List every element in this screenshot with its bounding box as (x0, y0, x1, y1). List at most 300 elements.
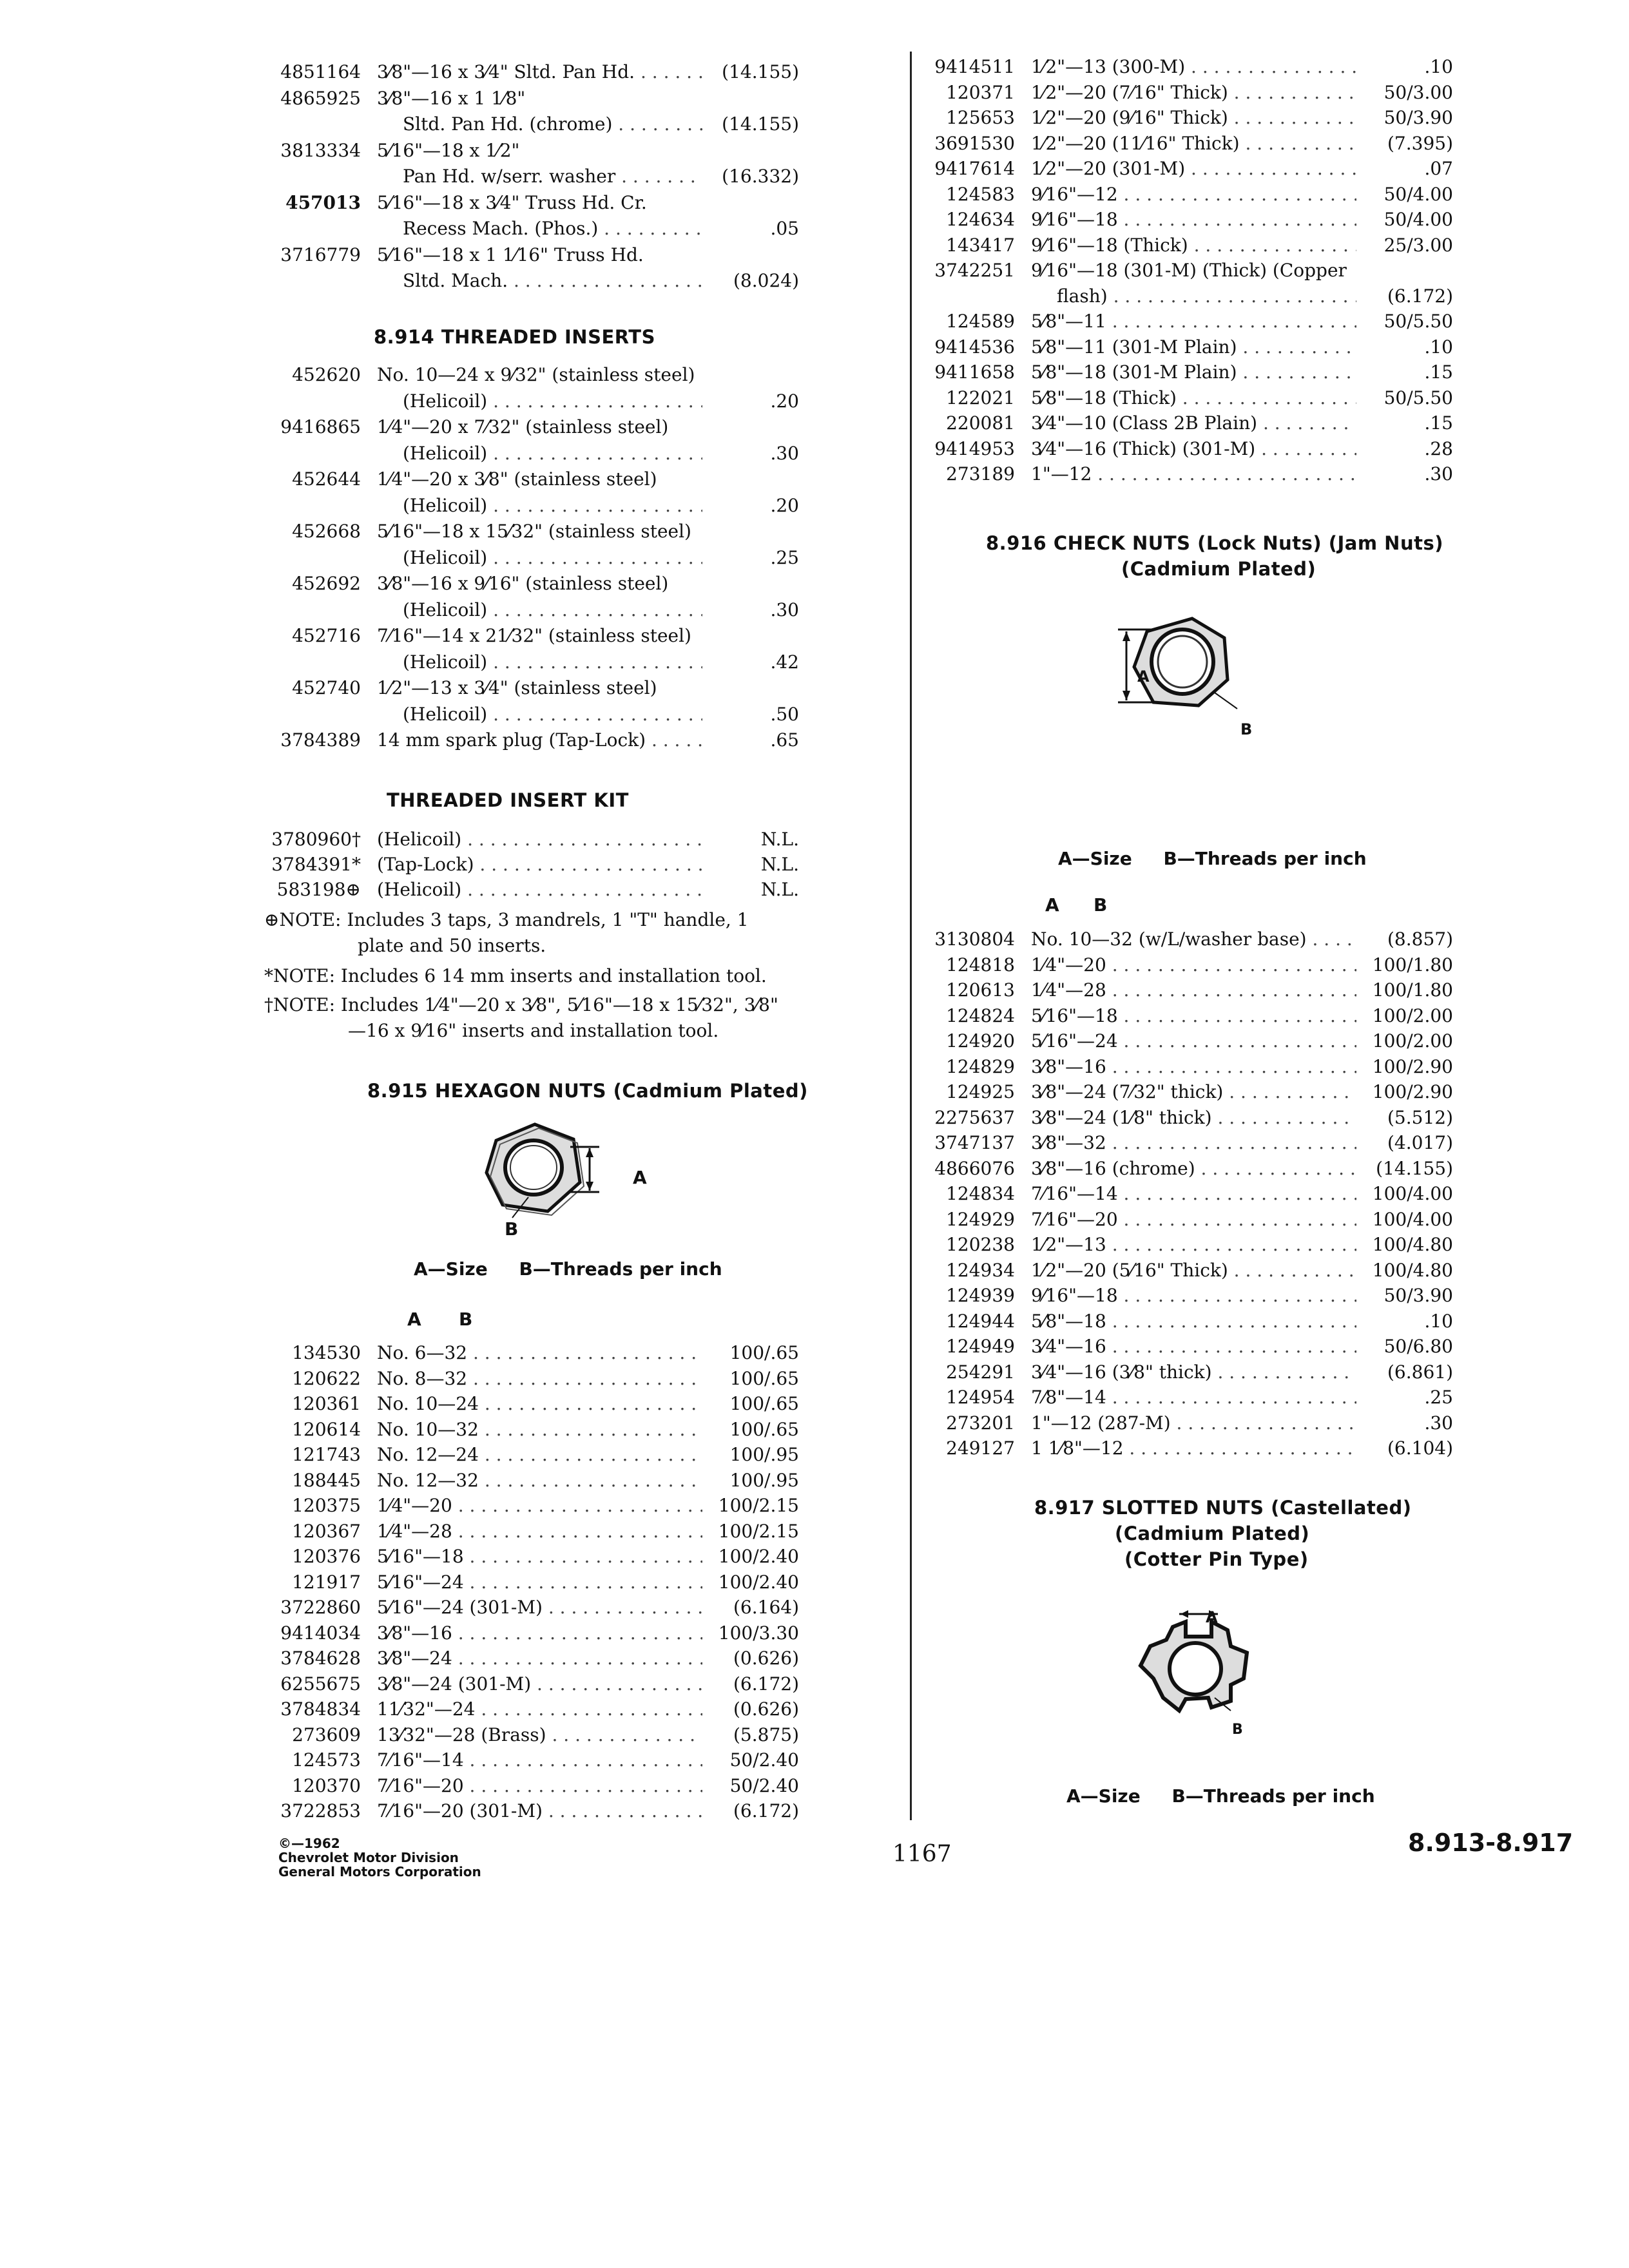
part-price: .28 (1360, 436, 1453, 462)
part-price: .10 (1360, 54, 1453, 80)
part-number: 120376 (292, 1546, 361, 1567)
slotted-nuts-subheading-1: (Cadmium Plated) (1115, 1523, 1310, 1544)
part-price: (14.155) (1360, 1156, 1453, 1182)
part-description: 3⁄4"—16 (3⁄8" thick) . . . (1031, 1360, 1356, 1385)
part-number: 4865925 (280, 87, 361, 109)
part-price: 50/6.80 (1360, 1334, 1453, 1360)
table-row (264, 571, 799, 597)
part-description: 9⁄16"—18 . . . (1031, 207, 1356, 233)
table-row (918, 309, 1453, 334)
part-price: (6.172) (706, 1798, 799, 1824)
table-row (918, 156, 1453, 182)
threaded-inserts-heading: 8.914 THREADED INSERTS (374, 326, 655, 348)
part-number: 3691530 (934, 132, 1015, 154)
part-description: 1⁄2"—20 (5⁄16" Thick) . . . (1031, 1258, 1356, 1283)
part-description: 1"—12 . . . (1031, 461, 1356, 487)
part-price: 100/.65 (706, 1391, 799, 1417)
check-nut-illustration (1115, 615, 1257, 744)
kit-note-1-cont: plate and 50 inserts. (358, 935, 546, 956)
part-description: 3⁄8"—32 . . . (1031, 1130, 1356, 1156)
table-row (918, 1385, 1453, 1410)
part-number: 9414536 (934, 336, 1015, 358)
table-row (264, 1646, 799, 1671)
part-number: 124934 (946, 1259, 1015, 1281)
kit-note-2: *NOTE: Includes 6 14 mm inserts and installation tool. (264, 965, 767, 986)
part-description: 5⁄8"—11 (301-M Plain) . . . (1031, 334, 1356, 360)
part-number: 124920 (946, 1030, 1015, 1052)
part-description: 5⁄8"—18 (Thick) . . . (1031, 385, 1356, 411)
table-row (264, 138, 799, 164)
table-row (918, 1436, 1453, 1461)
check-col-b: B (1094, 894, 1108, 916)
table-row (264, 441, 799, 466)
part-description: 5⁄16"—18 x 15⁄32" (stainless steel) (377, 521, 691, 542)
check-nuts-subheading: (Cadmium Plated) (1121, 558, 1316, 580)
part-description: 5⁄8"—18 (301-M Plain) . . . (1031, 360, 1356, 385)
part-price: 100/4.00 (1360, 1181, 1453, 1207)
part-price: 50/4.00 (1360, 207, 1453, 233)
part-description: (Helicoil) . . . (403, 493, 702, 519)
part-description: 3⁄8"—24 . . . (377, 1646, 702, 1671)
part-price: 100/2.00 (1360, 1003, 1453, 1029)
part-description: (Helicoil) . . . (403, 702, 702, 727)
part-number: 9414034 (280, 1622, 361, 1644)
hex-label-a: A (633, 1167, 647, 1188)
table-row (918, 233, 1453, 258)
table-row (918, 1309, 1453, 1334)
part-description: 5⁄16"—18 . . . (377, 1544, 702, 1570)
table-row (918, 1054, 1453, 1080)
part-price: .65 (706, 727, 799, 753)
part-number: 143417 (946, 234, 1015, 256)
part-description: 5⁄16"—18 x 1⁄2" (377, 139, 520, 161)
part-price: (14.155) (706, 111, 799, 137)
slotted-legend: A—Size B—Threads per inch (1066, 1785, 1375, 1807)
part-number: 120613 (946, 979, 1015, 1001)
table-row (264, 1671, 799, 1697)
part-number: 9411658 (934, 361, 1015, 383)
part-price: 100/2.90 (1360, 1079, 1453, 1105)
part-number: 125653 (946, 107, 1015, 128)
part-description: 7⁄16"—14 x 21⁄32" (stainless steel) (377, 625, 691, 646)
part-description: 7⁄8"—14 . . . (1031, 1385, 1356, 1410)
part-description: (Helicoil) . . . (403, 545, 702, 571)
part-description: 3⁄4"—16 . . . (1031, 1334, 1356, 1360)
table-row (264, 1391, 799, 1417)
hex-col-b: B (459, 1309, 473, 1330)
table-row (918, 436, 1453, 462)
part-number: 3784834 (280, 1698, 361, 1720)
part-price: 50/3.90 (1360, 1283, 1453, 1309)
table-row (264, 1747, 799, 1773)
part-number: 188445 (292, 1469, 361, 1491)
part-number: 134530 (292, 1342, 361, 1363)
part-number: 273609 (292, 1724, 361, 1745)
part-price: 100/2.90 (1360, 1054, 1453, 1080)
part-price: 100/2.15 (706, 1493, 799, 1519)
part-number: 452644 (292, 468, 361, 490)
table-row (918, 1028, 1453, 1054)
table-row (264, 623, 799, 649)
check-nuts-heading: 8.916 CHECK NUTS (Lock Nuts) (Jam Nuts) (986, 532, 1443, 554)
table-row (264, 164, 799, 189)
part-price: 100/4.80 (1360, 1232, 1453, 1258)
table-row (264, 1798, 799, 1824)
part-price: .30 (1360, 461, 1453, 487)
kit-note-1: ⊕NOTE: Includes 3 taps, 3 mandrels, 1 "T" handle, 1 (264, 909, 749, 930)
table-row (264, 649, 799, 675)
part-description: 3⁄8"—24 (301-M) . . . (377, 1671, 702, 1697)
part-number: 120367 (292, 1520, 361, 1542)
part-description: 1"—12 (287-M) . . . (1031, 1410, 1356, 1436)
part-description: 7⁄16"—20 . . . (377, 1773, 702, 1799)
part-number: 124829 (946, 1055, 1015, 1077)
table-row (264, 597, 799, 623)
part-description: 1⁄2"—20 (301-M) . . . (1031, 156, 1356, 182)
part-description: 1⁄4"—20 x 7⁄32" (stainless steel) (377, 416, 669, 437)
part-number: 120361 (292, 1393, 361, 1414)
part-description: 3⁄8"—16 x 3⁄4" Sltd. Pan Hd. . . . (377, 59, 702, 85)
part-description: (Helicoil) . . . (403, 597, 702, 623)
part-description: 1⁄2"—20 (9⁄16" Thick) . . . (1031, 105, 1356, 131)
table-row (918, 284, 1453, 309)
part-number: 124944 (946, 1310, 1015, 1332)
part-description: flash) . . . (1057, 284, 1356, 309)
part-description: (Helicoil) . . . (377, 877, 702, 903)
part-description: No. 10—32 . . . (377, 1417, 702, 1443)
part-number: 452716 (292, 625, 361, 646)
part-description: (Helicoil) . . . (377, 827, 702, 852)
page-number: 1167 (892, 1841, 952, 1867)
table-row (264, 1340, 799, 1366)
table-row (264, 493, 799, 519)
part-price: 100/2.15 (706, 1519, 799, 1544)
slotted-label-a: A (1206, 1608, 1218, 1626)
part-description: 5⁄8"—18 . . . (1031, 1309, 1356, 1334)
part-description: No. 12—32 . . . (377, 1468, 702, 1494)
table-row (264, 111, 799, 137)
part-number: 3784628 (280, 1648, 361, 1669)
table-row (918, 131, 1453, 157)
hex-label-b: B (505, 1218, 519, 1240)
kit-note-3-cont: —16 x 9⁄16" inserts and installation tool. (348, 1020, 719, 1041)
table-row (264, 414, 799, 440)
part-description: No. 10—24 x 9⁄32" (stainless steel) (377, 364, 695, 385)
table-row (918, 1181, 1453, 1207)
table-row (918, 1105, 1453, 1131)
part-number: 3742251 (934, 260, 1015, 281)
part-description: 7⁄16"—20 . . . (1031, 1207, 1356, 1233)
part-number: 120622 (292, 1367, 361, 1389)
hex-col-a: A (407, 1309, 421, 1330)
part-number: 3722853 (280, 1800, 361, 1821)
table-row (264, 1570, 799, 1595)
part-price: .05 (706, 216, 799, 242)
part-price: .25 (706, 545, 799, 571)
part-description: 1⁄2"—20 (7⁄16" Thick) . . . (1031, 80, 1356, 106)
table-row (918, 207, 1453, 233)
part-price: 100/.95 (706, 1442, 799, 1468)
part-number: 452740 (292, 677, 361, 698)
part-description: 7⁄16"—14 . . . (1031, 1181, 1356, 1207)
part-description: (Helicoil) . . . (403, 441, 702, 466)
table-row (918, 410, 1453, 436)
part-price: (16.332) (706, 164, 799, 189)
part-description: 11⁄32"—24 . . . (377, 1696, 702, 1722)
part-price: N.L. (706, 852, 799, 878)
part-description: 3⁄4"—10 (Class 2B Plain) . . . (1031, 410, 1356, 436)
part-description: 1⁄4"—20 x 3⁄8" (stainless steel) (377, 468, 657, 490)
part-description: 3⁄8"—16 x 1 1⁄8" (377, 87, 526, 109)
part-description: 1⁄2"—13 x 3⁄4" (stainless steel) (377, 677, 657, 698)
table-row (918, 1156, 1453, 1182)
table-row (918, 105, 1453, 131)
table-row (264, 1417, 799, 1443)
part-price: .15 (1360, 410, 1453, 436)
part-description: (Tap-Lock) . . . (377, 852, 702, 878)
table-row (918, 258, 1453, 284)
part-number: 124939 (946, 1285, 1015, 1306)
check-label-a: A (1137, 668, 1150, 686)
part-price: N.L. (706, 877, 799, 903)
table-row (264, 389, 799, 414)
part-price: 100/4.80 (1360, 1258, 1453, 1283)
part-description: 5⁄16"—18 x 1 1⁄16" Truss Hd. (377, 244, 644, 265)
part-description: 9⁄16"—18 . . . (1031, 1283, 1356, 1309)
part-description: No. 6—32 . . . (377, 1340, 702, 1366)
part-price: .20 (706, 493, 799, 519)
part-number: 9414511 (934, 56, 1015, 77)
part-price: 50/3.90 (1360, 105, 1453, 131)
part-description: 14 mm spark plug (Tap-Lock) . . . (377, 727, 702, 753)
table-row (918, 334, 1453, 360)
part-price: 100/1.80 (1360, 952, 1453, 978)
part-number: 120238 (946, 1234, 1015, 1255)
table-row (264, 519, 799, 544)
table-row (918, 385, 1453, 411)
part-price: 50/5.50 (1360, 385, 1453, 411)
hexagon-nut-illustration (477, 1121, 606, 1231)
part-price: .10 (1360, 1309, 1453, 1334)
part-number: 3747137 (934, 1132, 1015, 1153)
check-label-b: B (1240, 720, 1253, 738)
insert-kit-heading: THREADED INSERT KIT (387, 789, 629, 811)
part-number: 452692 (292, 573, 361, 594)
part-description: No. 10—32 (w/L/washer base) . . . (1031, 927, 1356, 952)
table-row (264, 1722, 799, 1748)
table-row (918, 977, 1453, 1003)
part-description: 9⁄16"—18 (301-M) (Thick) (Copper (1031, 260, 1347, 281)
footer-corporation: General Motors Corporation (278, 1864, 481, 1879)
part-price: 100/1.80 (1360, 977, 1453, 1003)
part-description: Sltd. Pan Hd. (chrome) . . . (403, 111, 702, 137)
part-description: 5⁄16"—18 . . . (1031, 1003, 1356, 1029)
part-number: 124834 (946, 1183, 1015, 1204)
part-description: 3⁄8"—16 . . . (1031, 1054, 1356, 1080)
part-price: 100/2.40 (706, 1570, 799, 1595)
part-description: No. 10—24 . . . (377, 1391, 702, 1417)
part-description: 3⁄8"—16 x 9⁄16" (stainless steel) (377, 573, 669, 594)
table-row (264, 675, 799, 701)
table-row (918, 1334, 1453, 1360)
part-number: 3784389 (280, 729, 361, 751)
part-description: 3⁄8"—24 (7⁄32" thick) . . . (1031, 1079, 1356, 1105)
part-price: (6.164) (706, 1595, 799, 1620)
part-price: (6.172) (706, 1671, 799, 1697)
table-row (918, 182, 1453, 207)
part-number: 120370 (292, 1774, 361, 1796)
table-row (918, 461, 1453, 487)
part-number: 6255675 (280, 1673, 361, 1695)
part-number: 452668 (292, 521, 361, 542)
part-description: (Helicoil) . . . (403, 389, 702, 414)
hex-legend: A—Size B—Threads per inch (414, 1258, 722, 1280)
table-row (918, 1410, 1453, 1436)
part-price: .50 (706, 702, 799, 727)
part-price: (5.512) (1360, 1105, 1453, 1131)
part-description: 1⁄4"—28 . . . (1031, 977, 1356, 1003)
part-number: 4866076 (934, 1157, 1015, 1179)
slotted-nuts-heading: 8.917 SLOTTED NUTS (Castellated) (1034, 1497, 1412, 1519)
part-price: .42 (706, 649, 799, 675)
part-description: 1⁄2"—13 (300-M) . . . (1031, 54, 1356, 80)
footer-copyright: ©—1962 (278, 1836, 340, 1851)
part-number: 4851164 (280, 61, 361, 82)
part-description: Sltd. Mach. . . . (403, 268, 702, 294)
part-description: 1⁄4"—28 . . . (377, 1519, 702, 1544)
table-row (918, 1207, 1453, 1233)
table-row (918, 1130, 1453, 1156)
part-price: 100/2.40 (706, 1544, 799, 1570)
column-divider (910, 52, 912, 1820)
part-price: (6.104) (1360, 1436, 1453, 1461)
part-number: 124589 (946, 311, 1015, 332)
part-price: 50/4.00 (1360, 182, 1453, 207)
table-row (918, 1258, 1453, 1283)
part-price: .30 (1360, 1410, 1453, 1436)
section-code: 8.913-8.917 (1408, 1829, 1574, 1857)
part-price: N.L. (706, 827, 799, 852)
part-number: 273189 (946, 463, 1015, 485)
part-price: (4.017) (1360, 1130, 1453, 1156)
part-price: 100/.65 (706, 1340, 799, 1366)
part-description: 7⁄16"—20 (301-M) . . . (377, 1798, 702, 1824)
part-price: .30 (706, 597, 799, 623)
part-number: 124929 (946, 1208, 1015, 1230)
part-price: (7.395) (1360, 131, 1453, 157)
slotted-nuts-subheading-2: (Cotter Pin Type) (1124, 1548, 1309, 1570)
part-description: No. 12—24 . . . (377, 1442, 702, 1468)
table-row (264, 362, 799, 388)
part-number: 9414953 (934, 437, 1015, 459)
part-price: (0.626) (706, 1696, 799, 1722)
part-number: 124573 (292, 1749, 361, 1771)
part-number: 120375 (292, 1495, 361, 1516)
part-description: 1⁄2"—20 (11⁄16" Thick) . . . (1031, 131, 1356, 157)
part-number: 124818 (946, 954, 1015, 975)
part-description: Pan Hd. w/serr. washer . . . (403, 164, 702, 189)
table-row (918, 80, 1453, 106)
part-price: 100/.95 (706, 1468, 799, 1494)
table-row (264, 59, 799, 85)
table-row (264, 1519, 799, 1544)
part-description: 3⁄8"—16 (chrome) . . . (1031, 1156, 1356, 1182)
part-number: 124824 (946, 1004, 1015, 1026)
part-description: 5⁄16"—24 (301-M) . . . (377, 1595, 702, 1620)
table-row (264, 877, 799, 903)
table-row (264, 1366, 799, 1392)
part-price: (8.024) (706, 268, 799, 294)
table-row (918, 1079, 1453, 1105)
part-price: 50/2.40 (706, 1773, 799, 1799)
part-number: 452620 (292, 364, 361, 385)
part-number: 3780960† (271, 829, 361, 850)
part-description: 13⁄32"—28 (Brass) . . . (377, 1722, 702, 1748)
part-description: 5⁄16"—24 . . . (377, 1570, 702, 1595)
part-number: 9416865 (280, 416, 361, 437)
part-number: 124954 (946, 1387, 1015, 1408)
part-number: 3716779 (280, 244, 361, 265)
table-row (918, 1360, 1453, 1385)
part-number: 3722860 (280, 1597, 361, 1618)
part-number: 3784391* (271, 854, 361, 875)
hexagon-nuts-heading: 8.915 HEXAGON NUTS (Cadmium Plated) (367, 1080, 808, 1102)
table-row (264, 216, 799, 242)
part-number: 124634 (946, 209, 1015, 230)
part-price: 50/3.00 (1360, 80, 1453, 106)
part-number: 9417614 (934, 158, 1015, 179)
part-price: 25/3.00 (1360, 233, 1453, 258)
part-number: 120371 (946, 81, 1015, 103)
part-price: .25 (1360, 1385, 1453, 1410)
part-number: 249127 (946, 1437, 1015, 1459)
table-row (264, 1696, 799, 1722)
part-number: 273201 (946, 1412, 1015, 1434)
part-description: No. 8—32 . . . (377, 1366, 702, 1392)
table-row (264, 1468, 799, 1494)
part-price: 50/2.40 (706, 1747, 799, 1773)
part-description: 3⁄4"—16 (Thick) (301-M) . . . (1031, 436, 1356, 462)
table-row (918, 360, 1453, 385)
part-price: (6.861) (1360, 1360, 1453, 1385)
part-price: (6.172) (1360, 284, 1453, 309)
table-row (264, 1493, 799, 1519)
part-price: 50/5.50 (1360, 309, 1453, 334)
table-row (918, 1003, 1453, 1029)
table-row (264, 545, 799, 571)
table-row (264, 1620, 799, 1646)
check-legend: A—Size B—Threads per inch (1058, 848, 1367, 869)
part-description: 9⁄16"—12 . . . (1031, 182, 1356, 207)
table-row (264, 242, 799, 268)
part-number: 220081 (946, 412, 1015, 434)
table-row (264, 466, 799, 492)
part-description: 1 1⁄8"—12 . . . (1031, 1436, 1356, 1461)
part-description: (Helicoil) . . . (403, 649, 702, 675)
slotted-label-b: B (1232, 1722, 1243, 1738)
part-price: 100/4.00 (1360, 1207, 1453, 1233)
table-row (918, 54, 1453, 80)
table-row (264, 827, 799, 852)
part-price: 100/2.00 (1360, 1028, 1453, 1054)
table-row (264, 702, 799, 727)
part-number: 583198⊕ (276, 879, 361, 900)
part-description: Recess Mach. (Phos.) . . . (403, 216, 702, 242)
table-row (264, 86, 799, 111)
part-description: 5⁄16"—18 x 3⁄4" Truss Hd. Cr. (377, 191, 647, 213)
part-number: 121917 (292, 1571, 361, 1593)
part-price: .07 (1360, 156, 1453, 182)
